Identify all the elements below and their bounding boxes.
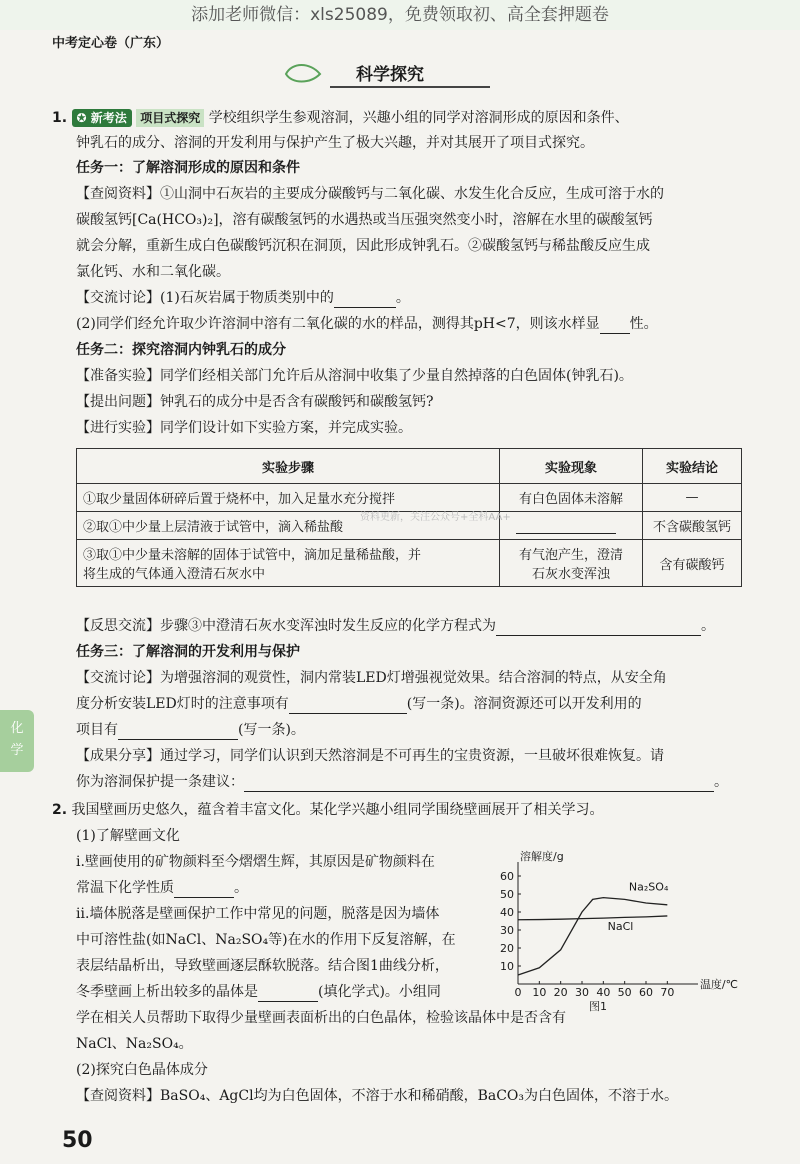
q2-i-line-1: ⅰ.壁画使用的矿物颜料至今熠熠生辉，其原因是矿物颜料在 [76,854,435,870]
discussion-3-line-2: 度分析安装LED灯时的注意事项有 (写一条)。溶洞资源还可以开发利用的 [76,696,642,712]
q2-ii-line-1: ⅱ.墙体脱落是壁画保护工作中常见的问题，脱落是因为墙体 [76,906,440,922]
answer-blank-1[interactable] [334,291,396,308]
answer-blank-8[interactable] [174,881,234,898]
project-tag: 项目式探究 [136,109,204,127]
side-tab: 化学 [0,710,34,772]
q2-ii-line-4: 冬季壁画上析出较多的晶体是 (填化学式)。小组同 [76,984,441,1000]
answer-blank-7[interactable] [244,775,714,792]
series-label-nacl: NaCl [607,920,634,933]
series-label-na2so4: Na₂SO₄ [628,880,669,894]
task2-title: 任务二：探究溶洞内钟乳石的成分 [76,342,286,358]
observation-blank-cell[interactable] [500,512,643,540]
table-header-row [77,449,742,484]
section-title-text: 科学探究 [356,65,424,85]
answer-blank-3[interactable] [516,517,616,534]
discussion-2: (2)同学们经允许取少许溶洞中溶有二氧化碳的水的样品，测得其pH<7，则该水样显 性。 [76,316,658,332]
x-tick-label: 50 [617,986,632,999]
q2-ii-line-2: 中可溶性盐(如NaCl、Na₂SO₄等)在水的作用下反复溶解，在 [76,932,456,948]
task1-title: 任务一：了解溶洞形成的原因和条件 [76,160,300,176]
top-banner: 添加老师微信：xls25089，免费领取初、高全套押题卷 [0,0,800,30]
prep-line: 【准备实验】同学们经相关部门允许后从溶洞中收集了少量自然掉落的白色固体(钟乳石)。 [76,368,633,384]
y-tick-label: 40 [500,906,514,919]
watermark: 资料更新，关注公众号+全科AA+ [360,512,511,523]
discussion-1: 【交流讨论】(1)石灰岩属于物质类别中的 。 [76,290,410,306]
y-tick-label: 10 [500,960,514,973]
discussion-3-line-3: 项目有 (写一条)。 [76,722,305,738]
series-line-nacl [518,916,667,920]
y-tick-label: 30 [500,924,514,937]
answer-blank-6[interactable] [118,723,238,740]
ref-line-1: 【查阅资料】①山洞中石灰岩的主要成分碳酸钙与二氧化碳、水发生化合反应，生成可溶于水的 [76,186,664,202]
new-method-badge: ✪ 新考法 [72,109,132,127]
leaf-icon [284,62,322,84]
x-tick-label: 10 [532,986,547,999]
y-tick-label: 60 [500,870,514,883]
reflection-line: 【反思交流】步骤③中澄清石灰水变浑浊时发生反应的化学方程式为 。 [76,618,715,634]
header-observation: 实验现象 [500,449,643,484]
q1-number: 1. [52,110,68,126]
x-tick-label: 30 [575,986,589,999]
task3-title: 任务三：了解溶洞的开发利用与保护 [76,644,300,660]
header-conclusion: 实验结论 [643,449,742,484]
answer-blank-5[interactable] [289,697,407,714]
q1-intro-2: 钟乳石的成分、溶洞的开发利用与保护产生了极大兴趣，并对其展开了项目式探究。 [76,135,594,151]
y-tick-label: 50 [500,888,514,901]
x-tick-label: 40 [596,986,611,999]
y-axis-label: 溶解度/g [520,850,564,863]
x-tick-label: 70 [660,986,675,999]
answer-blank-2[interactable] [600,317,630,334]
x-tick-label: 60 [639,986,653,999]
table-row: ③取①中少量未溶解的固体于试管中，滴加足量稀盐酸，并 将生成的气体通入澄清石灰水中 有气泡产生，澄清 石灰水变浑浊 含有碳酸钙 [77,540,742,587]
table-row: ①取少量固体研碎后置于烧杯中，加入足量水充分搅拌 有白色固体未溶解 — [77,484,742,512]
table-row: ②取①中少量上层清液于试管中，滴入稀盐酸 不含碳酸氢钙 [77,512,742,540]
answer-blank-4[interactable] [496,619,701,636]
ref-line-3: 就会分解，重新生成白色碳酸钙沉积在洞顶，因此形成钟乳石。②碳酸氢钙与稀盐酸反应生成 [76,238,650,254]
share-line-1: 【成果分享】通过学习，同学们认识到天然溶洞是不可再生的宝贵资源，一旦破坏很难恢复。请 [76,748,664,764]
share-line-2: 你为溶洞保护提一条建议： 。 [76,774,728,790]
q2-ii-line-6: NaCl、Na₂SO₄。 [76,1036,193,1052]
q1-intro-1: 学校组织学生参观溶洞，兴趣小组的同学对溶洞形成的原因和条件、 [208,110,629,126]
section-title [290,58,490,92]
q1-line-1 [52,108,629,128]
question-line: 【提出问题】钟乳石的成分中是否含有碳酸钙和碳酸氢钙? [76,394,434,410]
answer-blank-9[interactable] [258,985,318,1002]
chart-title: 图1 [589,1000,607,1013]
q2-intro: 2. 我国壁画历史悠久，蕴含着丰富文化。某化学兴趣小组同学围绕壁画展开了相关学习。 [52,802,604,818]
ref-line-4: 氯化钙、水和二氧化碳。 [76,264,230,280]
x-tick-label: 20 [553,986,568,999]
page-number: 50 [62,1128,93,1153]
x-tick-label: 0 [514,986,522,999]
q2-sub1: (1)了解壁画文化 [76,828,180,844]
series-line-na2so4 [518,898,667,975]
q2-ii-line-3: 表层结晶析出，导致壁画逐层酥软脱落。结合图1曲线分析， [76,958,449,974]
ref-line-2: 碳酸氢钙[Ca(HCO₃)₂]，溶有碳酸氢钙的水遇热或当压强突然变小时，溶解在水里的碳酸氢钙 [76,212,653,228]
experiment-line: 【进行实验】同学们设计如下实验方案，并完成实验。 [76,420,412,436]
q2-i-line-2: 常温下化学性质 。 [76,880,248,896]
solubility-chart [490,850,740,1028]
y-tick-label: 20 [500,942,514,955]
q2-ii-line-5: 学在相关人员帮助下取得少量壁画表面析出的白色晶体，检验该晶体中是否含有 [76,1010,566,1026]
discussion-3-line-1: 【交流讨论】为增强溶洞的观赏性，洞内常装LED灯增强视觉效果。结合溶洞的特点，从安全角 [76,670,667,686]
x-axis-label: 温度/℃ [699,978,738,991]
q2-sub2: (2)探究白色晶体成分 [76,1062,208,1078]
header-steps: 实验步骤 [77,449,500,484]
header-title: 中考定心卷（广东） [52,36,170,51]
q2-number: 2. [52,802,68,818]
q2-ref: 【查阅资料】BaSO₄、AgCl均为白色固体，不溶于水和稀硝酸，BaCO₃为白色固体，不溶于水。 [76,1088,679,1104]
